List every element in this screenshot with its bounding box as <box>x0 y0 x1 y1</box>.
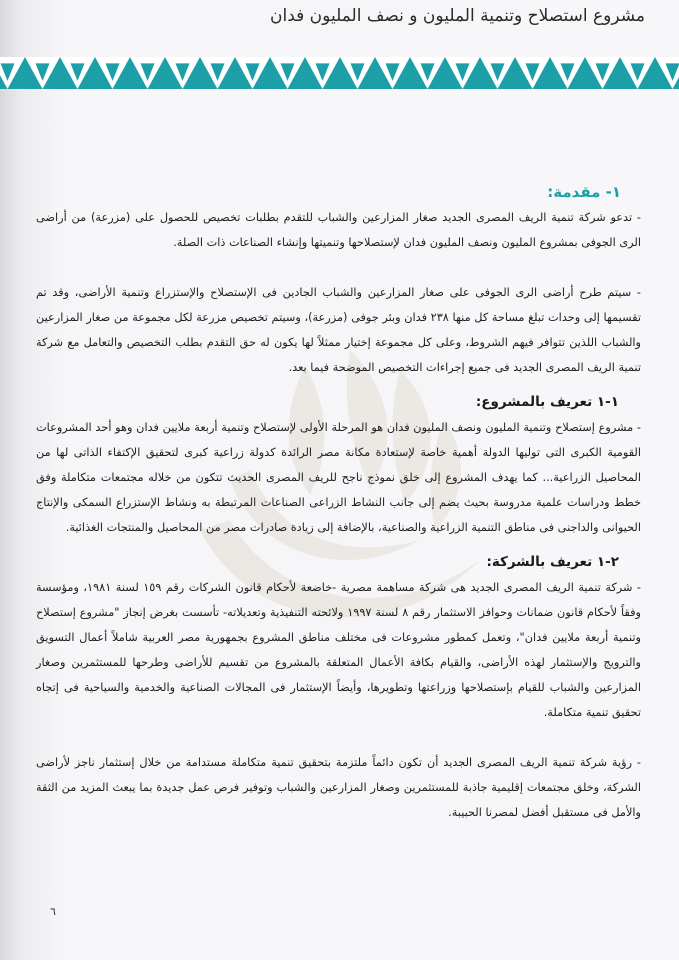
intro-paragraph-2: - سيتم طرح أراضى الرى الجوفى على صغار المزارعين والشباب الجادين فى الإستصلاح والإستزراع وتنمية الأراضى، وقد تم تقسيمها إلى وحدات تبلغ مساحة كل منها ٢٣٨ فدان وبئر جوفى (مزرعة)، وسيتم تخصيص مزرعة لكل مجموعة من صغار المزارعين والشباب اللذين تتوافر فيهم الشروط، وعلى كل مجموعة إختيار ممثلاً لها يكون له حق التقدم بطلب التخصيص والتعامل مع شركة تنمية الريف المصرى الجديد فى جميع إجراءات التخصيص الموضحة فيما بعد. <box>36 286 642 374</box>
spacer <box>36 725 641 750</box>
project-definition-paragraph: - مشروع إستصلاح وتنمية المليون ونصف المليون فدان هو المرحلة الأولى لإستصلاح وتنمية أربعة ملايين فدان وهو أحد المشروعات القومية الكبرى التى توليها الدولة أهمية خاصة لإستعادة مكانة مصر الرائدة كدولة زراعية كبرى لتحقيق الإكتفاء الذاتى لها من المحاصيل الزراعية... كما يهدف المشروع إلى خلق نموذج ناجح للريف المصرى الحديث تتكون من خلاله مجتمعات متكاملة وفق خطط ودراسات علمية مدروسة بحيث يضم إلى جانب النشاط الزراعى الصناعات المرتبطة به ونشاط الإستزراع السمكى والإنتاج الحيوانى والداجنى فى مناطق التنمية الزراعية والصناعية، بالإضافة إلى زيادة صادرات مصر من المحاصيل والمنتجات الغذائية. <box>36 421 641 534</box>
company-vision-paragraph: - رؤية شركة تنمية الريف المصرى الجديد أن تكون دائماً ملتزمة بتحقيق تنمية متكاملة مستدامة من خلال إستثمار ناجز لأراضى الشركة، وخلق مجتمعات إقليمية جاذبة للمستثمرين وصغار المزارعين والشباب وتوفير فرص عمل جديدة بما يبعث المزيد من الثقة والأمل فى مستقبل أفضل لمصرنا الحبيبة. <box>36 756 641 819</box>
company-definition-title: ٢-١ تعريف بالشركة: <box>486 554 619 570</box>
spacer <box>36 380 641 389</box>
intro-paragraph-1: - تدعو شركة تنمية الريف المصرى الجديد صغار المزارعين والشباب للتقدم بطلبات تخصيص للحصول على (مزرعة) من أراضى الرى الجوفى بمشروع المليون ونصف المليون فدان لإستصلاحها وتنميتها وإنشاء الصناعات ذات الصلة. <box>36 211 641 249</box>
intro-title: ١- مقدمة: <box>547 183 621 201</box>
spacer <box>36 540 641 549</box>
spacer <box>36 255 641 280</box>
main-content <box>36 180 641 825</box>
project-definition-title: ١-١ تعريف بالمشروع: <box>475 394 619 410</box>
triangle-band <box>0 57 679 89</box>
page-number: ٦ <box>50 905 56 918</box>
company-definition-paragraph: - شركة تنمية الريف المصرى الجديد هى شركة مساهمة مصرية -خاضعة لأحكام قانون الشركات رقم ١٥٩ لسنة ١٩٨١، ومؤسسة وفقاً لأحكام قانون ضمانات وحوافز الاستثمار رقم ٨ لسنة ١٩٩٧ ولائحته التنفيذية وتعديلاته- تأسست بغرض إنجاز "مشروع إستصلاح وتنمية أربعة ملايين فدان"، وتعمل كمطور مشروعات فى مختلف مناطق المشروع بجمهورية مصر العربية شاملاً أعمال التسويق والترويج والإستثمار لهذه الأراضى، والقيام بكافة الأعمال المتعلقة بالمشروع من تقسيم للأراضى وطرحها للمستثمرين وصغار المزارعين والشباب للقيام بإستصلاحها وزراعتها وتطويرها، وأيضاً الإستثمار فى المجالات الصناعية والخدمية والسياحية فى إتجاه تحقيق تنمية متكاملة. <box>36 581 641 719</box>
header-title: مشروع استصلاح وتنمية المليون و نصف المليون فدان <box>270 6 645 26</box>
